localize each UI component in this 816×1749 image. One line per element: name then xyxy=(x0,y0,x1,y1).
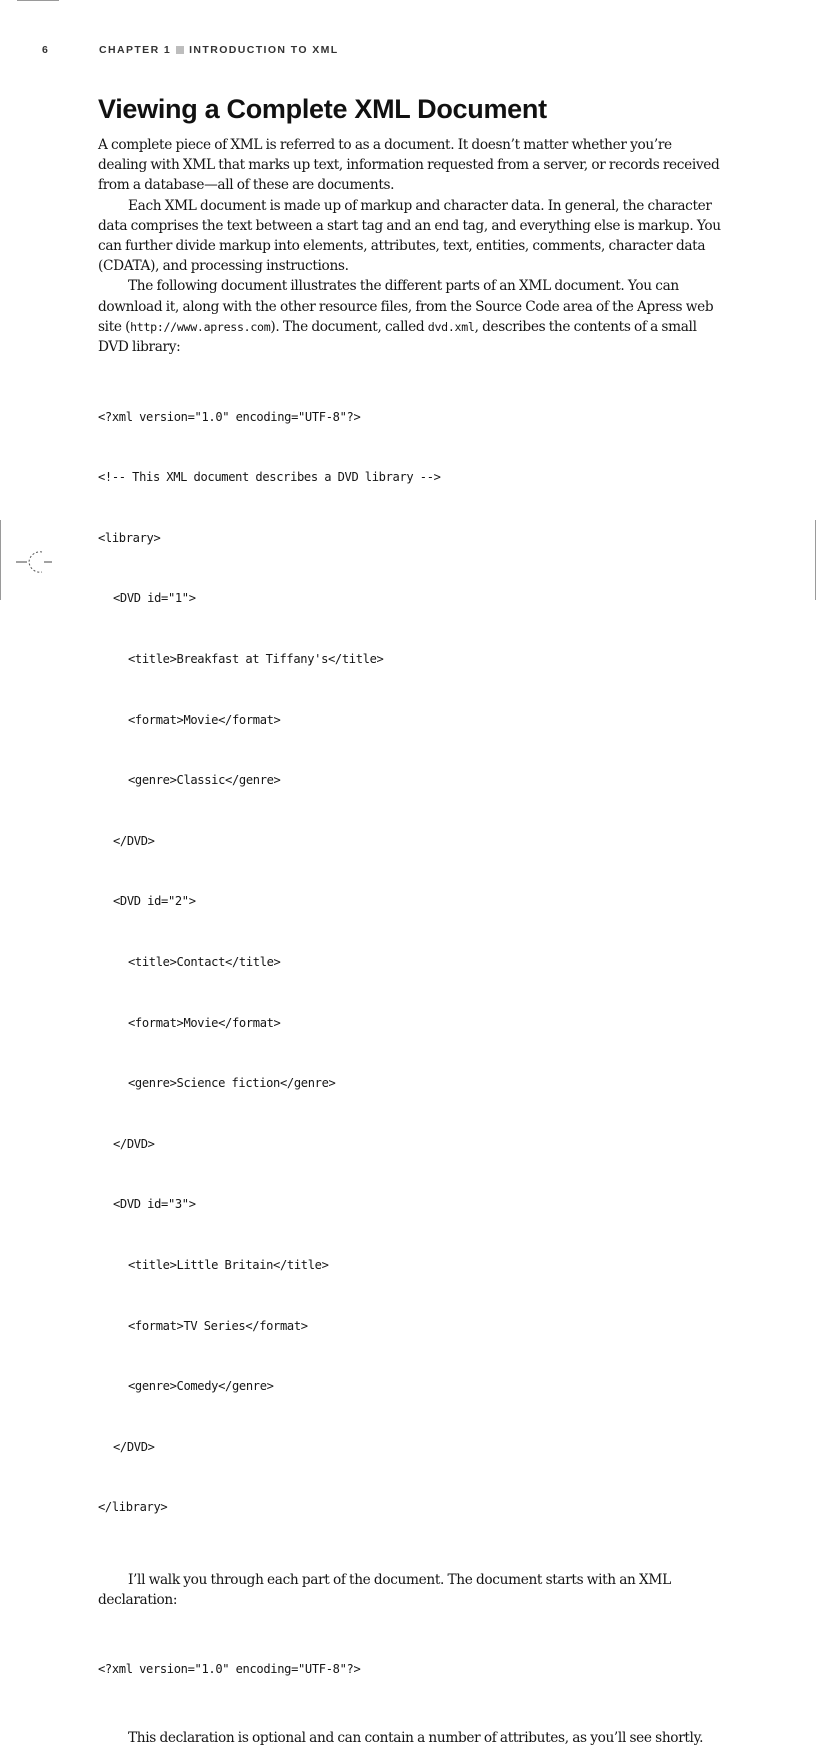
page-number: 6 xyxy=(42,44,50,56)
code-line: <genre>Comedy</genre> xyxy=(128,1379,274,1394)
paragraph-text-part: The following document illustrates the different parts of an XML document. You can download it, along with the other resource files, from the Source Code area of the Apress web site ( xyxy=(98,278,714,335)
paragraph-walkthrough: I’ll walk you through each part of the document. The document starts with an XML declaration: xyxy=(98,1571,671,1609)
code-line: </DVD> xyxy=(113,833,155,848)
paragraph-declaration-note: This declaration is optional and can contain a number of attributes, as you’ll see shortly. xyxy=(128,1730,704,1747)
code-line: <DVD id="3"> xyxy=(113,1197,196,1212)
running-head xyxy=(42,44,339,56)
registration-mark-icon xyxy=(16,549,52,579)
code-line: <genre>Science fiction</genre> xyxy=(128,1076,336,1091)
code-line: <genre>Classic</genre> xyxy=(128,773,281,788)
code-line: <title>Breakfast at Tiffany's</title> xyxy=(128,652,384,667)
chapter-title: INTRODUCTION TO XML xyxy=(189,44,339,56)
code-line: <DVD id="2"> xyxy=(113,894,196,909)
code-line: </DVD> xyxy=(113,1439,155,1454)
xml-declaration-code xyxy=(98,1618,722,1719)
code-line: <!-- This XML document describes a DVD library --> xyxy=(98,470,441,485)
code-line: <title>Little Britain</title> xyxy=(128,1257,329,1272)
code-line: </DVD> xyxy=(113,1136,155,1151)
section-heading: Viewing a Complete XML Document xyxy=(98,94,547,124)
chapter-label: CHAPTER 1 xyxy=(99,44,172,56)
code-line: </library> xyxy=(98,1500,168,1515)
code-line: <format>Movie</format> xyxy=(128,1015,281,1030)
body-text xyxy=(98,135,722,1749)
chapter-separator-icon xyxy=(176,46,184,54)
code-line: <?xml version="1.0" encoding="UTF-8"?> xyxy=(98,1661,361,1676)
filename-dvd-xml: dvd.xml xyxy=(427,319,475,334)
code-line: <library> xyxy=(98,530,161,545)
paragraph-text-part: , describes the contents of a small DVD library: xyxy=(98,318,697,356)
code-line: <?xml version="1.0" encoding="UTF-8"?> xyxy=(98,409,361,424)
paragraph-example-intro xyxy=(98,276,722,357)
paragraph-markup: Each XML document is made up of markup and character data. In general, the character data comprises the text between a start tag and an end tag, and everything else is markup. You can further divide markup into elements, attributes, text, entities, comments, character data (CDATA), and processing instructions. xyxy=(98,197,721,275)
crop-mark-top xyxy=(17,0,59,1)
paragraph-text-part: ). The document, called xyxy=(270,318,428,335)
code-line: <title>Contact</title> xyxy=(128,954,281,969)
paragraph-intro: A complete piece of XML is referred to as a document. It doesn’t matter whether you’re dealing with XML that marks up text, information requested from a server, or records received from a database—all of these are documents. xyxy=(98,137,720,194)
code-line: <format>TV Series</format> xyxy=(128,1318,308,1333)
crop-mark-left xyxy=(0,520,1,600)
code-line: <format>Movie</format> xyxy=(128,712,281,727)
apress-url: http://www.apress.com xyxy=(130,319,271,334)
code-line: <DVD id="1"> xyxy=(113,591,196,606)
code-listing xyxy=(98,366,722,1558)
